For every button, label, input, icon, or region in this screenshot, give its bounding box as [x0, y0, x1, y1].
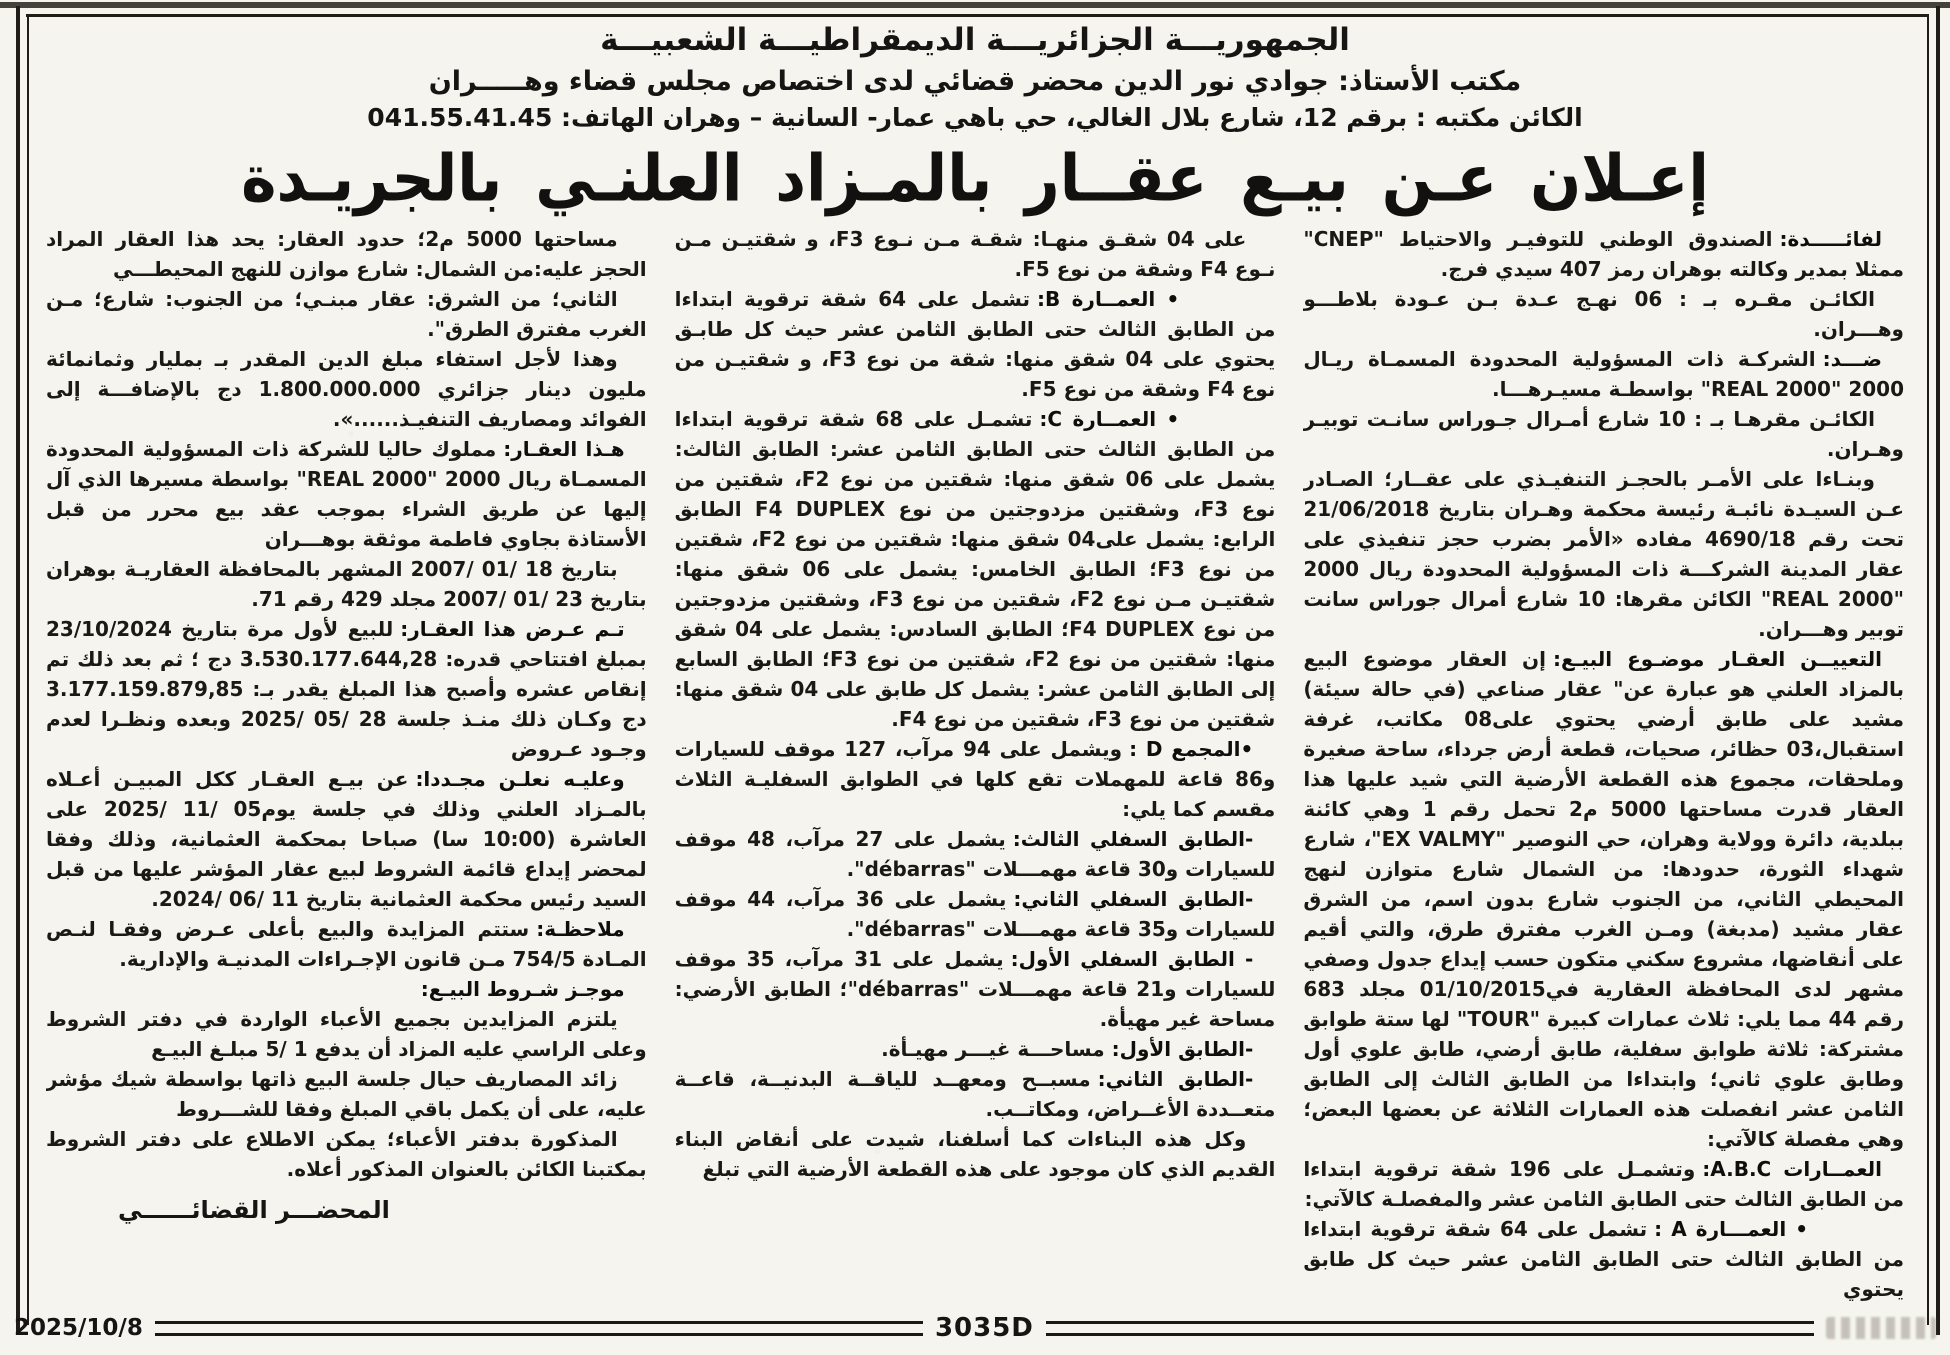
paragraph-complex-d [675, 734, 1276, 824]
paragraph-text: مساحـــة غيـــر مهيـأة. [881, 1037, 1105, 1061]
republic-header: الجمهوريـــة الجزائريـــة الديمقراطيـــة الشعبيـــة [600, 22, 1350, 58]
paragraph [46, 1004, 647, 1064]
paragraph [1303, 224, 1904, 284]
paragraph-text: ستتم المزايدة والبيع بأعلى عـرض وفقـا لنـص المـادة 754/5 مـن قانون الإجـراءات المدنيـة والإدارية. [45, 917, 647, 971]
paragraph-lead: لفائـــــدة: [1779, 227, 1882, 251]
paragraph [1303, 1154, 1904, 1214]
paragraph [46, 554, 647, 614]
office-address-phone: الكائن مكتبه : برقم 12، شارع بلال الغالي، حي باهي عمار- السانية – وهران الهاتف: 041.55.41.45 [367, 103, 1583, 132]
paragraph [46, 1124, 647, 1184]
paragraph-floor-2 [675, 1064, 1276, 1124]
paragraph [675, 224, 1276, 284]
paragraph-text: وهذا لأجل استفاء مبلغ الدين المقدر بـ بمليار وثمانمائة مليون دينار جزائري 1.800.000.000 دج بالإضافـــة إلى الفوائد ومصاريف التنفيـذ......». [45, 347, 647, 431]
paragraph-ownership [46, 434, 647, 554]
column-third [46, 224, 647, 1312]
paragraph-text: تشمل على 64 شقة ترقوية ابتداءا من الطابق الثالث حتى الطابق الثامن عشر حيث كل طابـق يحتوي على 04 شقق منها: شقة من نوع F3، و شقتيـن من نوع F4 وشقة من نوع F5. [674, 287, 1276, 401]
paragraph-text: الشركـة ذات المسؤولية المحدودة المسمـاة ريـال 2000 "REAL 2000" بواسطـة مسيـرهـــا. [1303, 347, 1904, 401]
paragraph-basement-1 [675, 944, 1276, 1034]
paragraph-lead: -الطابق السفلي الثالث: [1012, 827, 1254, 851]
frame-top-outer [0, 2, 1950, 8]
paragraph-lead: وعليـه نعلـن مجـددا: [415, 767, 625, 791]
paragraph-text: زائد المصاريف حيال جلسة البيع ذاتها بواسطة شيك مؤشر عليه، على أن يكمل باقي المبلغ وفقا للشـــروط [45, 1067, 647, 1121]
paragraph-auction-session [46, 764, 647, 914]
paragraph-first-offer [46, 614, 647, 764]
paragraph-building-a [1303, 1214, 1904, 1304]
paragraph-text: ويشمل على 94 مرآب، 127 موقف للسيارات و86 قاعة للمهملات تقع كلها في الطوابق السفليـة الثلاث مقسم كما يلي: [674, 737, 1276, 821]
paragraph-text: المذكورة بدفتر الأعباء؛ يمكن الاطلاع على دفتر الشروط بمكتبنا الكائن بالعنوان المذكور أعلاه. [45, 1127, 647, 1181]
paragraph-debt-amount [46, 344, 647, 434]
paragraph [46, 1064, 647, 1124]
paragraph-text: الصندوق الوطني للتوفيـر والاحتياط "CNEP" ممثلا بمدير وكالته بوهران رمز 407 سيدي فرج. [1303, 227, 1904, 281]
paragraph-basement-3 [675, 824, 1276, 884]
paragraph-text: عن بيـع العقـار ككل المبيـن أعـلاه بالمـزاد العلني وذلك في جلسة يوم05 /11 /2025 على العاشرة (10:00 سا) صباحا بمحكمة العثمانية، وذلك وفقا لمحضر إيداع قائمة الشروط لبيع عقار المؤشر عليها من قبل السيد رئيس محكمة العثمانية بتاريخ 11 /06 /2024. [45, 767, 647, 911]
paragraph-text: يلتزم المزايدين بجميع الأعباء الواردة في دفتر الشروط وعلى الراسي عليه المزاد أن يدفع 1 /5 مبلـغ البيـع [45, 1007, 647, 1061]
paragraph-text: يشمل على 27 مرآب، 48 موقف للسيارات و30 قاعة مهمـــلات "débarras". [674, 827, 1276, 881]
paragraph-building-b [675, 284, 1276, 404]
paragraph-basement-2 [675, 884, 1276, 944]
footer [14, 1313, 1936, 1343]
footer-rule-right [1046, 1321, 1814, 1336]
paragraph-lead: • العمــارة C: [1039, 407, 1180, 431]
paragraph [1303, 644, 1904, 1154]
paragraph-lead: تـم عـرض هذا العقـار: [400, 617, 625, 641]
column-first [1303, 224, 1904, 1312]
paragraph-text: إن العقار موضوع البيع بالمزاد العلني هو عبارة عن" عقار صناعي (في حالة سيئة) مشيد على طابق أرضي يحتوي على08 مكاتب، غرفة استقبال،03 حظائر، صحيات، قطعة أرض جرداء، ساحة صغيرة وملحقات، مجموع هذه القطعة الأرضية التي شيد عليها هذا العقار قدرت مساحتها 5000 م2 تحمل رقم 1 وهي كائنة ببلدية، دائرة وولاية وهران، حي النوصير "EX VALMY"، شارع شهداء الثورة، حدودها: من الشمال شارع متوازن لنهج المحيطي الثاني، من الجنوب شارع بدون اسم، من الشرق عقار مشيد (مدبغة) ومـن الغرب مفترق طرق، والتي أقيم على أنقاضها، مشروع سكني متكون حسب إيداع جدول وصفي مشهر لدى المحافظة العقارية في01/10/2015 مجلد 683 رقم 44 مما يلي: ثلاث عمارات كبيرة "TOUR" لها ستة طوابق مشتركة: ثلاثة طوابق سفلية، طابق أرضي، طابق علوي أول وطابق علوي ثاني؛ وابتداءا من الطابق الثالث إلى الطابق الثامن عشر انفصلت هذه العمارات الثلاثة عن بعضها البعض؛ وهي مفصلة كالآتي: [1303, 647, 1904, 1151]
bailiff-signature: المحضـــر القضائــــــي [117, 1196, 390, 1224]
paragraph-text: وتشمـل على 196 شقة ترقوية ابتداءا من الطابق الثالث حتى الطابق الثامن عشر والمفصلـة كالآتي: [1303, 1157, 1904, 1211]
paragraph [1303, 404, 1904, 464]
paragraph-text: على 04 شقـق منهـا: شقـة مـن نـوع F3، و شقتيـن مـن نـوع F4 وشقة من نوع F5. [674, 227, 1276, 281]
paragraph-lead: العمــارات A.B.C: [1702, 1157, 1882, 1181]
paragraph-lead: - الطابق السفلي الأول: [1010, 947, 1254, 971]
watermark-stamp [1826, 1317, 1936, 1339]
paragraph-text: بتاريخ 18 /01 /2007 المشهر بالمحافظة العقاريـة بوهران بتاريخ 23 /01 /2007 مجلد 429 رقم 71. [45, 557, 647, 611]
paragraph-text: مسبــح ومعهــد للياقــة البدنيــة، قاعــة متعــددة الأغــراض، ومكاتــب. [674, 1067, 1276, 1121]
paragraph-lead: • العمـــارة A : [1654, 1217, 1809, 1241]
reference-number: 3035D [934, 1313, 1034, 1343]
frame-top-inner [26, 14, 1928, 17]
paragraph [46, 224, 647, 284]
notice-title: إعـلان عـن بيـع عقــار بالمـزاد العلنـي بالجريـدة [241, 141, 1709, 217]
paragraph-text: الكائـن مقرهـا بـ : 10 شارع أمـرال جـوراس سانـت توبيـر وهـران. [1303, 407, 1904, 461]
paragraph-text: تشمل على 64 شقة ترقوية ابتداءا من الطابق الثالث حتى الطابق الثامن عشر حيث كل طابق يحتوي [1303, 1217, 1904, 1301]
paragraph-lead: -الطابق الأول: [1111, 1037, 1254, 1061]
paragraph [1303, 464, 1904, 644]
paragraph-lead: ملاحظـة: [536, 917, 625, 941]
paragraph-text: يشمل على 36 مرآب، 44 موقف للسيارات و35 قاعة مهمـــلات "débarras". [674, 887, 1276, 941]
paragraph-text: مساحتها 5000 م2؛ حدود العقار: يحد هذا العقار المراد الحجز عليه:من الشمال: شارع موازن للنهج المحيطـــي [45, 227, 647, 281]
paragraph-lead: موجـز شـروط البيـع: [420, 977, 625, 1001]
paragraph-text: تشمـل على 68 شقة ترقوية ابتداءا من الطابق الثالث حتى الطابق الثامن عشر: الطابق الثالث: يشمل على 06 شقق منها: شقتين من نوع F2، شقتين من نوع F3، وشقتين مزدوجتين من نوع F4 DUPLEX الطابق الرابع: يشمل على04 شقق منها: شقتين من نوع F2، شقتين من نوع F3؛ الطابق الخامس: يشمل على 06 شقق منها: شقتيـن مـن نوع F2، شقتين من نوع F3، وشقتين مزدوجتين من نوع F4 DUPLEX؛ الطابق السادس: يشمل على 04 شقق منها: شقتين من نوع F2، شقتين من نوع F3؛ الطابق السابع إلى الطابق الثامن عشر: يشمل كل طابق على 04 شقق منها: شقتين من نوع F3، شقتين من نوع F4. [674, 407, 1276, 731]
paragraph-lead: • العمــارة B: [1037, 287, 1180, 311]
paragraph [675, 1124, 1276, 1184]
paragraph-text: وبنـاءا على الأمـر بالحجـز التنفيـذي على عقــار؛ الصـادر عـن السيـدة نائبـة رئيسة محكمة وهـران بتاريخ 21/06/2018 تحت رقم 4690/18 مفاده «الأمر بضرب حجز تنفيذي على عقار المدينة الشركـــة ذات المسؤولية المحدودة ريال 2000 "REAL 2000" الكائن مقرها: 10 شارع أمرال جوراس سانت توبير وهـــران. [1303, 467, 1904, 641]
paragraph-lead: ضـــد: [1822, 347, 1882, 371]
paragraph-text: الكائـن مقـره بـ : 06 نهـج عـدة بـن عـودة بلاطـــو وهـــران. [1303, 287, 1904, 341]
paragraph-note [46, 914, 647, 974]
paragraph-lead: -الطابق السفلي الثاني: [1013, 887, 1254, 911]
paragraph-lead: •المجمع D : [1129, 737, 1254, 761]
paragraph [1303, 344, 1904, 404]
paragraph [1303, 284, 1904, 344]
paragraph-lead: هـذا العقـار: [503, 437, 625, 461]
publication-date: 2025/10/8 [14, 1315, 143, 1341]
paragraph-text: يشمل على 31 مرآب، 35 موقف للسيارات و21 قاعة مهمـــلات "débarras"؛ الطابق الأرضي: مساحة غير مهيأة. [674, 947, 1276, 1031]
paragraph-text: للبيع لأول مرة بتاريخ 23/10/2024 بمبلغ افتتاحي قدره: 3.530.177.644,28 دج ؛ ثم بعد ذلك تم إنقاص عشره وأصبح هذا المبلغ يقدر بـ: 3.177.159.879,85 دج وكـان ذلك منـذ جلسة 28 /05 /2025 وبعده ونظـرا لعدم وجـود عـروض [45, 617, 647, 761]
paragraph-floor-1 [675, 1034, 1276, 1064]
paragraph-terms-heading [46, 974, 647, 1004]
paragraph-text: الثاني؛ من الشرق: عقار مبنـي؛ من الجنوب: شارع؛ مـن الغرب مفترق الطرق". [45, 287, 647, 341]
notice-body [0, 224, 1950, 1312]
paragraph-text: وكل هذه البناءات كما أسلفنا، شيدت على أنقاض البناء القديم الذي كان موجود على هذه القطعة الأرضية التي تبلغ [674, 1127, 1276, 1181]
bailiff-office-header: مكتب الأستاذ: جوادي نور الدين محضر قضائي لدى اختصاص مجلس قضاء وهـــــران [428, 66, 1522, 97]
paragraph-lead: التعييــن العقـار موضـوع البيـع: [1552, 647, 1882, 671]
masthead [0, 0, 1950, 132]
paragraph-lead: -الطابق الثاني: [1097, 1067, 1254, 1091]
column-second [675, 224, 1276, 1312]
footer-rule-left [155, 1321, 923, 1336]
paragraph-text: مملوك حاليا للشركة ذات المسؤولية المحدودة المسمـاة ريال 2000 "REAL 2000" بواسطة مسيرها الذي آل إليها عن طريق الشراء بموجب عقد بيع محرر من قبل الأستاذة بجاوي فاطمة موثقة بوهـــران [45, 437, 647, 551]
paragraph-building-c [675, 404, 1276, 734]
paragraph [46, 284, 647, 344]
